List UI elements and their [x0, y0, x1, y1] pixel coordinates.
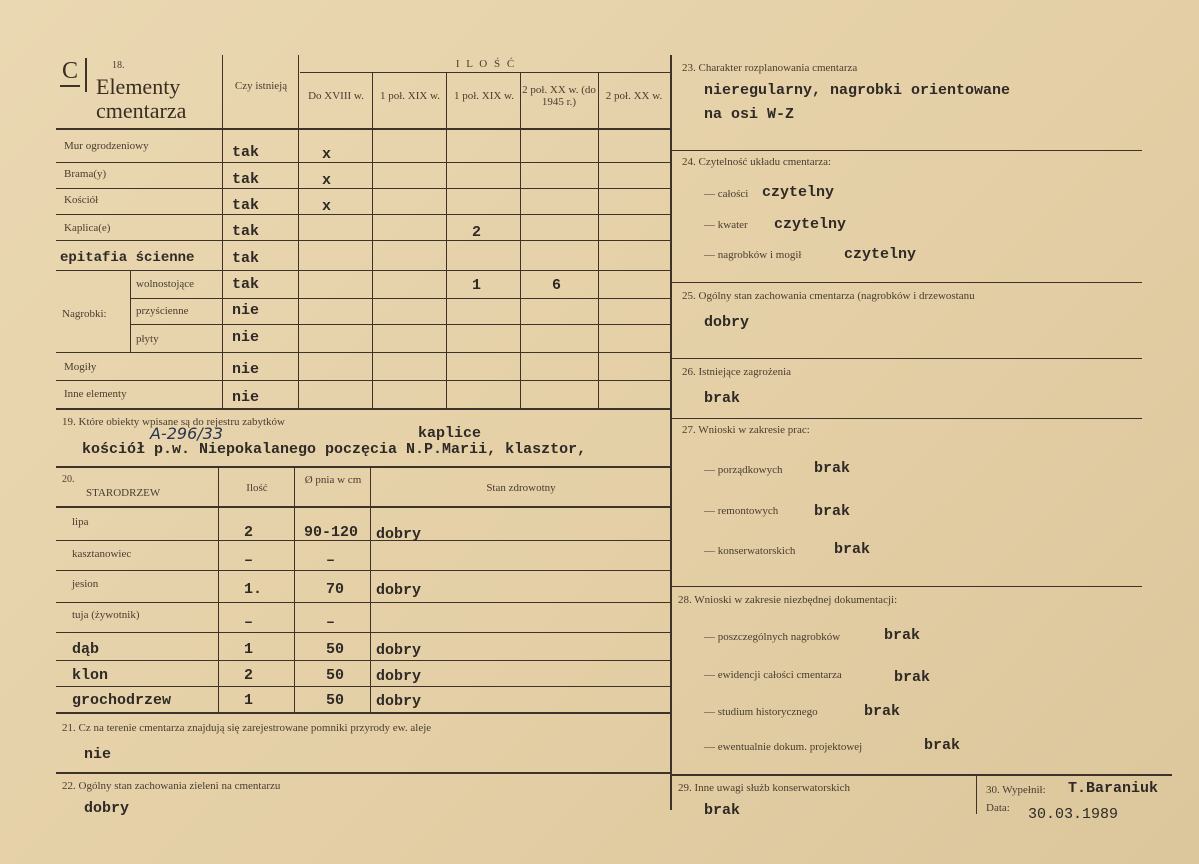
s27-item-value: brak [814, 460, 851, 477]
tree-stan: dobry [376, 642, 422, 659]
tree-name: klon [72, 667, 109, 684]
cell-value: 6 [552, 277, 562, 294]
s30-data-value: 30.03.1989 [1028, 806, 1119, 823]
s28-item-value: brak [924, 737, 961, 754]
czy-value: tak [232, 144, 260, 161]
s19-register-number: A-296/33 [150, 424, 224, 443]
s22-label: 22. Ogólny stan zachowania zieleni na cmentarzu [62, 780, 281, 792]
czy-value: nie [232, 329, 260, 346]
tree-pnia: 90-120 [304, 524, 359, 541]
s27-item-value: brak [814, 503, 851, 520]
tree-stan: dobry [376, 693, 422, 710]
s20-col-ilosc: Ilość [246, 482, 268, 494]
czy-value: nie [232, 361, 260, 378]
czy-value: nie [232, 302, 260, 319]
s28-item-value: brak [884, 627, 921, 644]
tree-pnia: – [326, 552, 336, 569]
section-letter: C [60, 58, 80, 87]
row-label-mogily: Mogiły [64, 361, 97, 373]
czy-value: tak [232, 197, 260, 214]
czy-value: tak [232, 223, 260, 240]
section-title-line1: Elementy [96, 74, 181, 99]
s28-item-label: — poszczególnych nagrobków [704, 631, 841, 643]
tree-ilosc: – [244, 552, 254, 569]
s24-item-label: — kwater [704, 219, 748, 231]
s28-item-label: — ewidencji całości cmentarza [704, 669, 842, 681]
tree-name: grochodrzew [72, 692, 172, 709]
cell-value: x [322, 198, 332, 215]
tree-ilosc: – [244, 614, 254, 631]
s27-item-label: — konserwatorskich [704, 545, 796, 557]
tree-name: tuja (żywotnik) [72, 609, 140, 621]
s23-label: 23. Charakter rozplanowania cmentarza [682, 62, 858, 74]
s19-value: kościół p.w. Niepokalanego poczęcia N.P.Marii, klasztor, [82, 441, 587, 458]
row-label-wolnostojace: wolnostojące [136, 278, 195, 290]
s27-item-value: brak [834, 541, 871, 558]
section-title-line2: cmentarza [96, 98, 187, 123]
s26-label: 26. Istniejące zagrożenia [682, 366, 792, 378]
s30-wypelnil-label: 30. Wypełnił: [986, 784, 1046, 796]
tree-pnia: – [326, 614, 336, 631]
row-label-przyscienne: przyścienne [136, 305, 189, 317]
s20-number: 20. [62, 474, 75, 485]
section-18-number: 18. [112, 60, 125, 71]
cell-value: x [322, 172, 332, 189]
s28-item-label: — studium historycznego [704, 706, 818, 718]
s24-item-value: czytelny [844, 246, 917, 263]
tree-pnia: 50 [326, 692, 345, 709]
s28-item-value: brak [864, 703, 901, 720]
ilosc-header: I L O Ś Ć [455, 58, 517, 70]
s20-col-name: STARODRZEW [86, 487, 161, 499]
tree-ilosc: 1 [244, 641, 254, 658]
cell-value: x [322, 146, 332, 163]
s19-label: 19. Które obiekty wpisane są do rejestru zabytków [62, 416, 285, 428]
tree-stan: dobry [376, 582, 422, 599]
s28-item-label: — ewentualnie dokum. projektowej [704, 741, 863, 753]
s23-value-line1: nieregularny, nagrobki orientowane [704, 82, 1011, 99]
tree-pnia: 50 [326, 667, 345, 684]
s25-value: dobry [704, 314, 750, 331]
s22-value: dobry [84, 800, 130, 817]
s28-item-value: brak [894, 669, 931, 686]
tree-ilosc: 2 [244, 524, 254, 541]
s27-item-label: — porządkowych [704, 464, 783, 476]
row-label-brama: Brama(y) [64, 168, 107, 180]
tree-pnia: 50 [326, 641, 345, 658]
row-label-epitafia: epitafia ścienne [60, 250, 195, 266]
col-header-4: 2 poł. XX w. (do 1945 r.) [522, 84, 596, 108]
tree-pnia: 70 [326, 581, 345, 598]
row-label-mur: Mur ogrodzeniowy [64, 140, 149, 152]
s24-item-value: czytelny [774, 216, 847, 233]
s29-label: 29. Inne uwagi służb konserwatorskich [678, 782, 850, 794]
s20-col-stan: Stan zdrowotny [486, 482, 556, 494]
tree-ilosc: 2 [244, 667, 254, 684]
nagrobki-label: Nagrobki: [62, 308, 107, 320]
tree-name: jesion [72, 578, 99, 590]
tree-ilosc: 1 [244, 692, 254, 709]
tree-ilosc: 1. [244, 581, 263, 598]
s21-value: nie [84, 746, 112, 763]
tree-stan: dobry [376, 526, 422, 543]
s19-typed-above: kaplice [418, 425, 482, 442]
s23-value-line2: na osi W-Z [704, 106, 795, 123]
s26-value: brak [704, 390, 741, 407]
tree-name: dąb [72, 641, 100, 658]
col-header-3: 1 poł. XIX w. [453, 90, 515, 102]
col-header-1: Do XVIII w. [308, 90, 364, 102]
s29-value: brak [704, 802, 741, 819]
row-label-kosciol: Kościół [64, 194, 99, 206]
col-czy-istnieja: Czy istnieją [234, 80, 288, 92]
tree-stan: dobry [376, 668, 422, 685]
cell-value: 2 [472, 224, 482, 241]
col-header-5: 2 poł. XX w. [605, 90, 663, 102]
s30-wypelnil-value: T.Baraniuk [1068, 780, 1159, 797]
s24-item-label: — całości [704, 188, 749, 200]
row-label-plyty: płyty [136, 333, 159, 345]
s21-label: 21. Cz na terenie cmentarza znajdują się zarejestrowane pomniki przyrody ew. aleje [62, 722, 432, 734]
s28-label: 28. Wnioski w zakresie niezbędnej dokumentacji: [678, 594, 898, 606]
s25-label: 25. Ogólny stan zachowania cmentarza (nagrobków i drzewostanu [682, 290, 975, 302]
czy-value: tak [232, 250, 260, 267]
s30-data-label: Data: [986, 802, 1010, 814]
s27-item-label: — remontowych [704, 505, 779, 517]
czy-value: tak [232, 171, 260, 188]
row-label-kaplica: Kaplica(e) [64, 222, 111, 234]
s20-col-pnia: Ø pnia w cm [304, 474, 362, 486]
row-label-inne: Inne elementy [64, 388, 127, 400]
cell-value: 1 [472, 277, 482, 294]
s24-item-value: czytelny [762, 184, 835, 201]
col-header-2: 1 poł. XIX w. [379, 90, 441, 102]
tree-name: lipa [72, 516, 89, 528]
s24-item-label: — nagrobków i mogił [704, 249, 802, 261]
czy-value: nie [232, 389, 260, 406]
s27-label: 27. Wnioski w zakresie prac: [682, 424, 810, 436]
czy-value: tak [232, 276, 260, 293]
s24-label: 24. Czytelność układu cmentarza: [682, 156, 832, 168]
tree-name: kasztanowiec [72, 548, 132, 560]
